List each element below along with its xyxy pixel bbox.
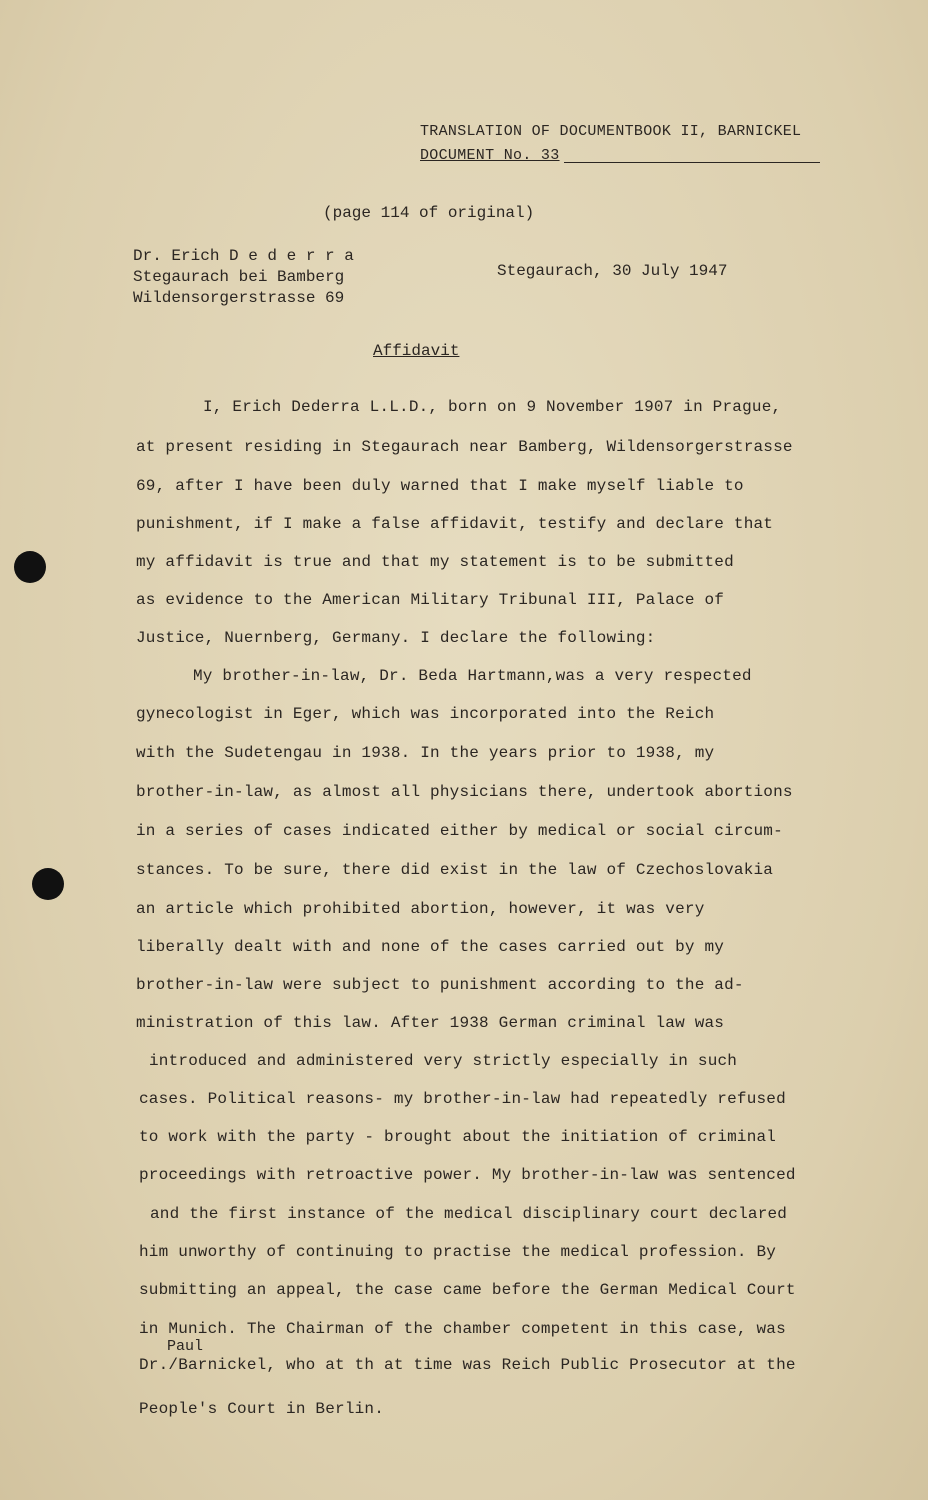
body-line: introduced and administered very strictly especially in such xyxy=(149,1052,738,1070)
body-line: brother-in-law, as almost all physicians there, undertook abortions xyxy=(136,783,793,801)
body-line: Dr./Barnickel, who at th at time was Reich Public Prosecutor at the xyxy=(139,1356,796,1374)
document-header xyxy=(420,120,820,168)
body-line: I, Erich Dederra L.L.D., born on 9 November 1907 in Prague, xyxy=(203,398,782,416)
body-line: in Munich. The Chairman of the chamber competent in this case, was xyxy=(139,1320,786,1338)
body-line: in a series of cases indicated either by medical or social circum- xyxy=(136,822,783,840)
body-line: Justice, Nuernberg, Germany. I declare the following: xyxy=(136,629,656,647)
translation-line: TRANSLATION OF DOCUMENTBOOK II, BARNICKEL xyxy=(420,123,802,140)
body-line: an article which prohibited abortion, however, it was very xyxy=(136,900,705,918)
sender-address-line2: Wildensorgerstrasse 69 xyxy=(133,289,345,307)
body-line: punishment, if I make a false affidavit, testify and declare that xyxy=(136,515,774,533)
sender-name: Dr. Erich D e d e r r a xyxy=(133,247,354,265)
body-line: submitting an appeal, the case came before the German Medical Court xyxy=(139,1281,796,1299)
document-title: Affidavit xyxy=(373,342,460,360)
punch-hole-top xyxy=(14,551,46,583)
body-line: 69, after I have been duly warned that I make myself liable to xyxy=(136,477,744,495)
place-date: Stegaurach, 30 July 1947 xyxy=(497,262,728,280)
page-reference: (page 114 of original) xyxy=(323,204,535,222)
body-line: brother-in-law were subject to punishment according to the ad- xyxy=(136,976,744,994)
body-line: liberally dealt with and none of the cases carried out by my xyxy=(136,938,725,956)
body-line: proceedings with retroactive power. My brother-in-law was sentenced xyxy=(139,1166,796,1184)
body-line: cases. Political reasons- my brother-in-law had repeatedly refused xyxy=(139,1090,786,1108)
sender-address-line1: Stegaurach bei Bamberg xyxy=(133,268,345,286)
body-line: to work with the party - brought about the initiation of criminal xyxy=(139,1128,777,1146)
sender-block xyxy=(133,246,354,309)
body-line: stances. To be sure, there did exist in the law of Czechoslovakia xyxy=(136,861,774,879)
body-line: My brother-in-law, Dr. Beda Hartmann,was a very respected xyxy=(193,667,752,685)
body-line: ministration of this law. After 1938 German criminal law was xyxy=(136,1014,725,1032)
body-line: with the Sudetengau in 1938. In the years prior to 1938, my xyxy=(136,744,715,762)
body-line: and the first instance of the medical disciplinary court declared xyxy=(150,1205,788,1223)
body-line: as evidence to the American Military Tribunal III, Palace of xyxy=(136,591,725,609)
document-number: DOCUMENT No. 33 xyxy=(420,147,560,164)
body-line: gynecologist in Eger, which was incorporated into the Reich xyxy=(136,705,715,723)
body-line: People's Court in Berlin. xyxy=(139,1400,385,1418)
body-line: my affidavit is true and that my statement is to be submitted xyxy=(136,553,734,571)
document-number-underline xyxy=(564,144,820,163)
punch-hole-bottom xyxy=(32,868,64,900)
body-line: at present residing in Stegaurach near Bamberg, Wildensorgerstrasse xyxy=(136,438,793,456)
body-line: him unworthy of continuing to practise the medical profession. By xyxy=(139,1243,777,1261)
handwritten-insert: Paul xyxy=(167,1338,204,1355)
